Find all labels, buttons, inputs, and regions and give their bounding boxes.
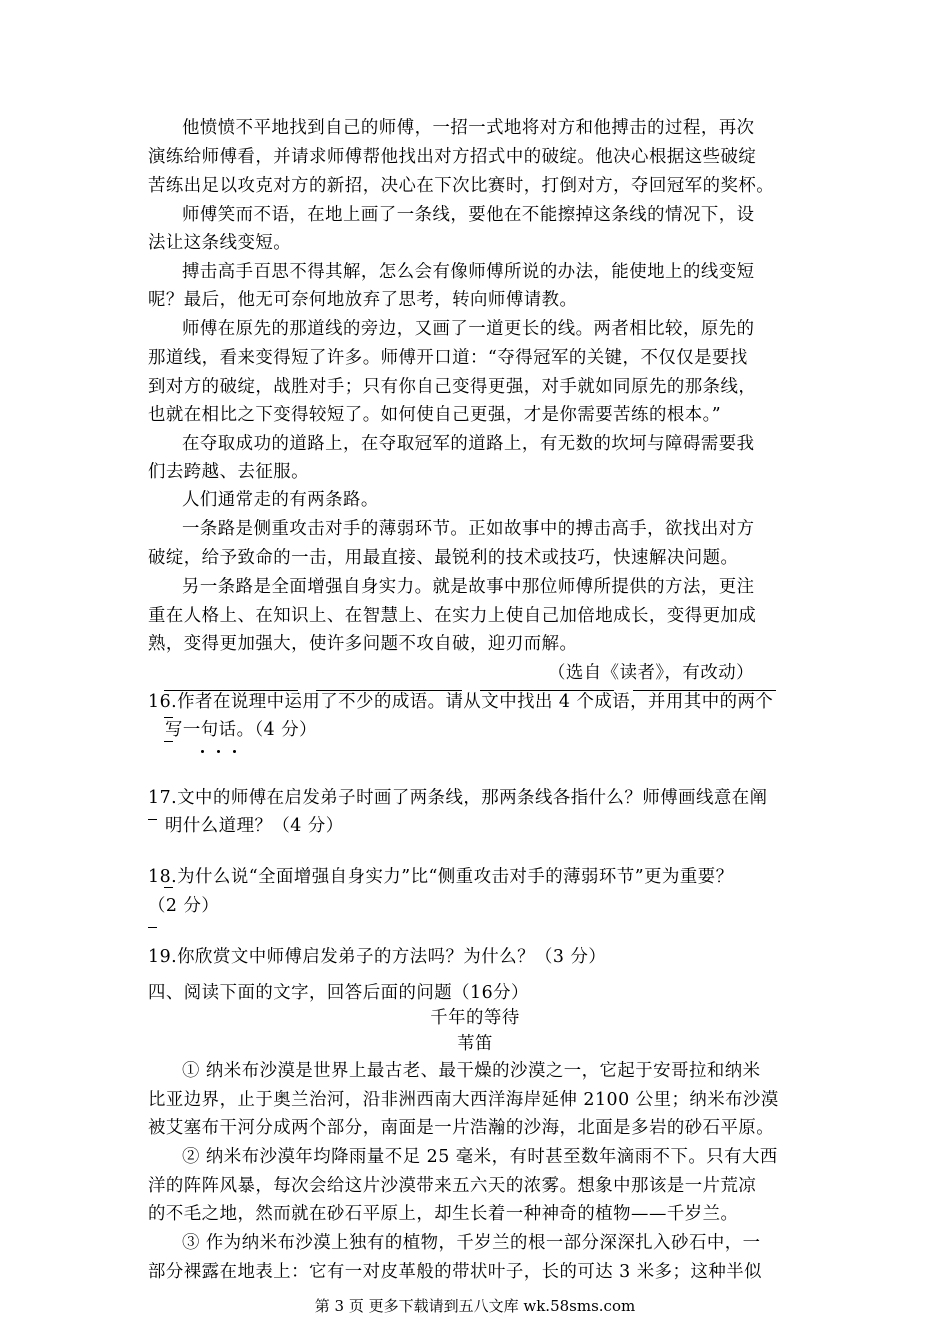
paragraph-line: ① 纳米布沙漠是世界上最古老、最干燥的沙漠之一，它起于安哥拉和纳米 xyxy=(182,1061,761,1081)
question-16: 16.作者在说理中运用了不少的成语。请从文中找出 4 个成语，并用其中的两个 xyxy=(148,692,774,712)
paragraph-line: 比亚边界，止于奥兰治河，沿非洲西南大西洋海岸延伸 2100 公里；纳米布沙漠 xyxy=(148,1090,779,1110)
paragraph-line: 被艾塞布干河分成两个部分，南面是一片浩瀚的沙海，北面是多岩的砂石平原。 xyxy=(148,1118,775,1138)
question-17: 17.文中的师傅在启发弟子时画了两条线，那两条线各指什么？师傅画线意在阐 xyxy=(148,788,768,808)
emphasis-dot xyxy=(201,750,204,753)
answer-blank[interactable] xyxy=(316,690,462,691)
paragraph-line: 重在人格上、在知识上、在智慧上、在实力上使自己加倍地成长，变得更加成 xyxy=(148,606,757,626)
paragraph-line: 也就在相比之下变得较短了。如何使自己更强，才是你需要苦练的根本。” xyxy=(148,405,722,425)
question-19: 19.你欣赏文中师傅启发弟子的方法吗？为什么？（3 分） xyxy=(148,947,607,967)
emphasis-dot xyxy=(217,750,220,753)
question-18: 18.为什么说“全面增强自身实力”比“侧重攻击对手的薄弱环节”更为重要？ xyxy=(148,867,734,887)
article-author: 苇笛 xyxy=(457,1034,493,1054)
paragraph-line: 一条路是侧重攻击对手的薄弱环节。正如故事中的搏击高手，欲找出对方 xyxy=(182,519,755,539)
paragraph-line: 另一条路是全面增强自身实力。就是故事中那位师傅所提供的方法，更注 xyxy=(182,577,755,597)
paragraph-line: ② 纳米布沙漠年均降雨量不足 25 毫米，有时甚至数年滴雨不下。只有大西 xyxy=(182,1147,778,1167)
answer-blank[interactable] xyxy=(148,927,157,928)
emphasis-dot xyxy=(233,750,236,753)
page-footer: 第 3 页 更多下载请到五八文库 wk.58sms.com xyxy=(314,1297,636,1315)
paragraph-line: 那道线，看来变得短了许多。师傅开口道：“夺得冠军的关键，不仅仅是要找 xyxy=(148,348,748,368)
paragraph-line: 师傅笑而不语，在地上画了一条线，要他在不能擦掉这条线的情况下，设 xyxy=(182,205,755,225)
paragraph-line: 在夺取成功的道路上，在夺取冠军的道路上，有无数的坎坷与障碍需要我 xyxy=(182,434,755,454)
paragraph-line: 演练给师傅看，并请求师傅帮他找出对方招式中的破绽。他决心根据这些破绽 xyxy=(148,147,757,167)
paragraph-line: 他愤愤不平地找到自己的师傅，一招一式地将对方和他搏击的过程，再次 xyxy=(182,118,755,138)
paragraph-line: 师傅在原先的那道线的旁边，又画了一道更长的线。两者相比较，原先的 xyxy=(182,319,755,339)
answer-blank[interactable] xyxy=(480,690,614,691)
paragraph-line: 法让这条线变短。 xyxy=(148,233,292,253)
answer-blank[interactable] xyxy=(164,690,298,691)
paragraph-line: 呢？最后，他无可奈何地放弃了思考，转向师傅请教。 xyxy=(148,290,578,310)
paragraph-line: 熟，变得更加强大，使许多问题不攻自破，迎刃而解。 xyxy=(148,634,578,654)
section-heading: 四、阅读下面的文字，回答后面的问题（16分） xyxy=(148,983,529,1003)
answer-blank[interactable] xyxy=(148,819,157,820)
paragraph-line: 人们通常走的有两条路。 xyxy=(182,490,379,510)
paragraph-line: 的不毛之地，然而就在砂石平原上，却生长着一种神奇的植物——千岁兰。 xyxy=(148,1204,739,1224)
question-16-cont: 写一句话。（4 分） xyxy=(165,720,318,740)
paragraph-line: 到对方的破绽，战胜对手；只有你自己变得更强，对手就如同原先的那条线， xyxy=(148,377,757,397)
answer-blank[interactable] xyxy=(164,741,173,742)
answer-blank[interactable] xyxy=(164,717,173,718)
paragraph-line: 苦练出足以攻克对方的新招，决心在下次比赛时，打倒对方，夺回冠军的奖杯。 xyxy=(148,176,775,196)
question-18-cont: （2 分） xyxy=(148,896,220,916)
question-17-cont: 明什么道理？（4 分） xyxy=(165,816,344,836)
paragraph-line: ③ 作为纳米布沙漠上独有的植物，千岁兰的根一部分深深扎入砂石中，一 xyxy=(182,1233,761,1253)
answer-blank[interactable] xyxy=(164,887,173,888)
paragraph-line: 搏击高手百思不得其解，怎么会有像师傅所说的办法，能使地上的线变短 xyxy=(182,262,755,282)
paragraph-line: 们去跨越、去征服。 xyxy=(148,462,310,482)
source-citation: （选自《读者》，有改动） xyxy=(548,663,754,683)
paragraph-line: 部分裸露在地表上：它有一对皮革般的带状叶子，长的可达 3 米多；这种半似 xyxy=(148,1262,763,1282)
paragraph-line: 洋的阵阵风暴，每次会给这片沙漠带来五六天的浓雾。想象中那该是一片荒凉 xyxy=(148,1176,757,1196)
paragraph-line: 破绽，给予致命的一击，用最直接、最锐利的技术或技巧，快速解决问题。 xyxy=(148,548,739,568)
article-title: 千年的等待 xyxy=(430,1008,520,1028)
answer-blank[interactable] xyxy=(633,690,776,691)
